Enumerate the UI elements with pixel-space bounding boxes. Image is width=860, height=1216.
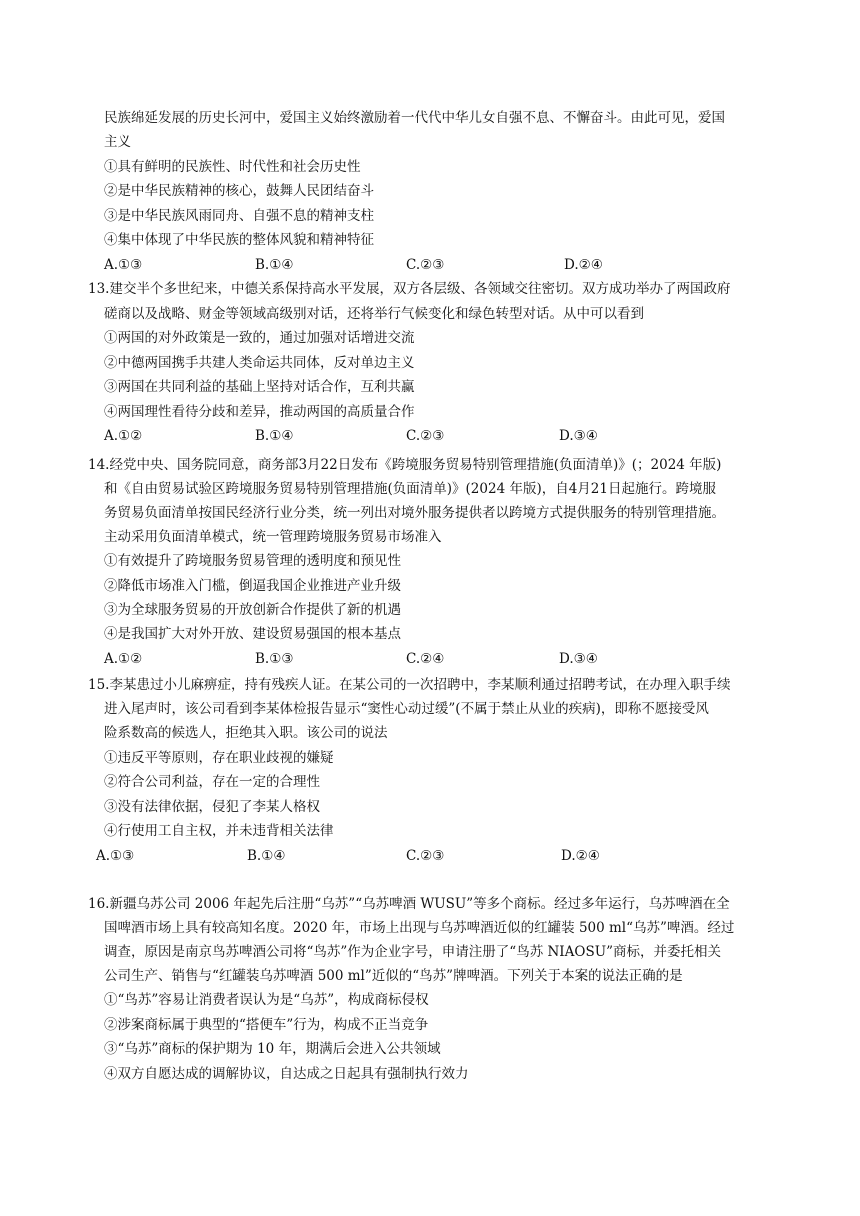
q13-option: ②中德两国携手共建人类命运共同体，反对单边主义 — [104, 355, 415, 371]
q12-stem-line: 民族绵延发展的历史长河中，爱国主义始终激励着一代代中华儿女自强不息、不懈奋斗。由此可见，爱国 — [104, 110, 725, 126]
q16-stem-line: 公司生产、销售与“红罐装乌苏啤酒 500 ml”近似的“鸟苏”牌啤酒。下列关于本案的说法正确的是 — [104, 968, 683, 984]
q12-stem-line: 主义 — [104, 134, 131, 150]
choice-d: D.②④ — [561, 848, 600, 864]
q12-option: ①具有鲜明的民族性、时代性和社会历史性 — [104, 159, 361, 175]
q13-option: ③两国在共同利益的基础上坚持对话合作，互利共赢 — [104, 379, 415, 395]
q16-option: ②涉案商标属于典型的“搭便车”行为，构成不正当竞争 — [104, 1017, 429, 1033]
choice-b: B.①④ — [255, 257, 294, 273]
q14-option: ④是我国扩大对外开放、建设贸易强国的根本基点 — [104, 626, 401, 642]
choice-b: B.①④ — [247, 848, 286, 864]
q15-option: ④行使用工自主权，并未违背相关法律 — [104, 823, 334, 839]
choice-c: C.②③ — [406, 257, 445, 273]
q15-stem-line: 险系数高的候选人，拒绝其入职。该公司的说法 — [104, 725, 388, 741]
q12-option: ④集中体现了中华民族的整体风貌和精神特征 — [104, 232, 374, 248]
q16-option: ③“乌苏”商标的保护期为 10 年，期满后会进入公共领域 — [104, 1041, 441, 1057]
q15-stem-line: 进入尾声时，该公司看到李某体检报告显示“窦性心动过缓”(不属于禁止从业的疾病)，即称不愿接受风 — [104, 701, 709, 717]
q13-option: ④两国理性看待分歧和差异，推动两国的高质量合作 — [104, 404, 415, 420]
q16-option: ④双方自愿达成的调解协议，自达成之日起具有强制执行效力 — [104, 1066, 469, 1082]
q16-option: ①“鸟苏”容易让消费者误认为是“乌苏”，构成商标侵权 — [104, 992, 429, 1008]
q14-stem-line: 14.经党中央、国务院同意，商务部3月22日发布《跨境服务贸易特别管理措施(负面清单)》(；2024 年版) — [88, 457, 722, 473]
choice-b: B.①③ — [255, 651, 294, 667]
choice-a: A.①③ — [104, 257, 143, 273]
q15-option: ②符合公司利益，存在一定的合理性 — [104, 774, 320, 790]
choice-c: C.②③ — [406, 428, 445, 444]
q14-option: ②降低市场准入门槛，倒逼我国企业推进产业升级 — [104, 578, 401, 594]
q13-option: ①两国的对外政策是一致的，通过加强对话增进交流 — [104, 330, 415, 346]
q14-stem-line: 和《自由贸易试验区跨境服务贸易特别管理措施(负面清单)》(2024 年版)，自4月21日起施行。跨境服 — [104, 481, 716, 497]
choice-c: C.②③ — [406, 848, 445, 864]
q14-option: ①有效提升了跨境服务贸易管理的透明度和预见性 — [104, 553, 401, 569]
choice-d: D.③④ — [559, 428, 598, 444]
choice-a: A.①② — [104, 428, 143, 444]
choice-b: B.①④ — [255, 428, 294, 444]
choice-c: C.②④ — [406, 651, 445, 667]
choice-a: A.①② — [104, 651, 143, 667]
q12-option: ②是中华民族精神的核心，鼓舞人民团结奋斗 — [104, 183, 374, 199]
q13-stem-line: 13.建交半个多世纪来，中德关系保持高水平发展，双方各层级、各领域交往密切。双方成功举办了两国政府 — [88, 281, 731, 297]
q14-answer-choices — [104, 649, 794, 669]
q16-stem-line: 16.新疆乌苏公司 2006 年起先后注册“乌苏”“乌苏啤酒 WUSU”等多个商标。经过多年运行，乌苏啤酒在全 — [88, 896, 730, 912]
q15-stem-line: 15.李某患过小儿麻痹症，持有残疾人证。在某公司的一次招聘中，李某顺利通过招聘考试，在办理入职手续 — [88, 677, 731, 693]
q16-stem-line: 国啤酒市场上具有较高知名度。2020 年，市场上出现与乌苏啤酒近似的红罐装 500 ml“乌苏”啤酒。经过 — [104, 920, 735, 936]
choice-a: A.①③ — [96, 848, 135, 864]
q13-stem-line: 磋商以及战略、财金等领域高级别对话，还将举行气候变化和绿色转型对话。从中可以看到 — [104, 306, 644, 322]
q12-answer-choices — [104, 255, 794, 275]
q13-answer-choices — [104, 426, 794, 446]
q15-option: ①违反平等原则，存在职业歧视的嫌疑 — [104, 750, 334, 766]
q16-stem-line: 调查，原因是南京鸟苏啤酒公司将“鸟苏”作为企业字号，申请注册了“鸟苏 NIAOSU”商标，并委托相关 — [104, 944, 721, 960]
q14-option: ③为全球服务贸易的开放创新合作提供了新的机遇 — [104, 602, 401, 618]
q12-option: ③是中华民族风雨同舟、自强不息的精神支柱 — [104, 208, 374, 224]
q14-stem-line: 务贸易负面清单按国民经济行业分类，统一列出对境外服务提供者以跨境方式提供服务的特别管理措施。 — [104, 505, 725, 521]
q15-option: ③没有法律依据，侵犯了李某人格权 — [104, 799, 320, 815]
choice-d: D.②④ — [564, 257, 603, 273]
q14-stem-line: 主动采用负面清单模式，统一管理跨境服务贸易市场准入 — [104, 529, 442, 545]
choice-d: D.③④ — [559, 651, 598, 667]
q15-answer-choices — [96, 846, 786, 866]
